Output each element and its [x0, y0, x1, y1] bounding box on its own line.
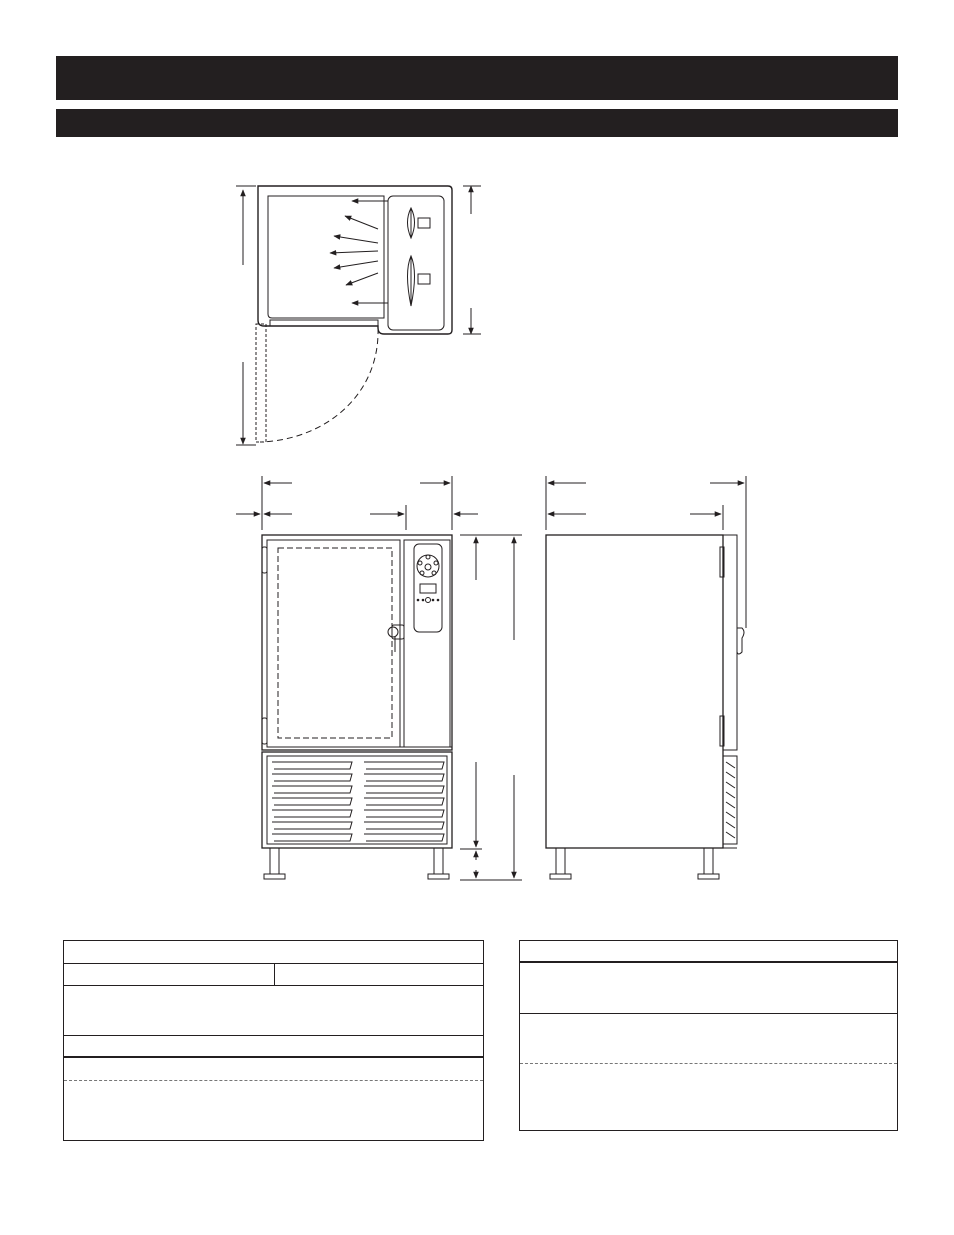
side-view-drawing	[546, 476, 746, 879]
control-panel	[414, 544, 442, 632]
spec-table-left-row-2	[64, 1036, 483, 1056]
fan-icon	[408, 208, 431, 238]
spec-table-left-col-a	[64, 964, 274, 984]
fan-icon	[408, 256, 431, 306]
front-view-drawing	[236, 476, 522, 880]
top-view-drawing	[236, 186, 481, 445]
spec-table-right	[519, 940, 898, 1131]
louvers	[272, 762, 444, 841]
spec-table-right-row-2	[520, 1014, 897, 1062]
airflow-arrows	[330, 201, 388, 303]
door-handle-icon	[388, 625, 404, 652]
spec-table-left-header	[64, 941, 483, 963]
spec-table-left-col-b	[275, 964, 483, 984]
display-screen	[420, 584, 436, 593]
spec-table-right-header	[520, 941, 897, 961]
spec-table-right-row-3	[520, 1065, 897, 1127]
spec-table-left-row-3	[64, 1059, 483, 1079]
spec-table-right-row-1	[520, 964, 897, 1012]
spec-table-left-row-4	[64, 1082, 483, 1138]
spec-table-left	[63, 940, 484, 1141]
spec-table-left-row-1	[64, 986, 483, 1034]
